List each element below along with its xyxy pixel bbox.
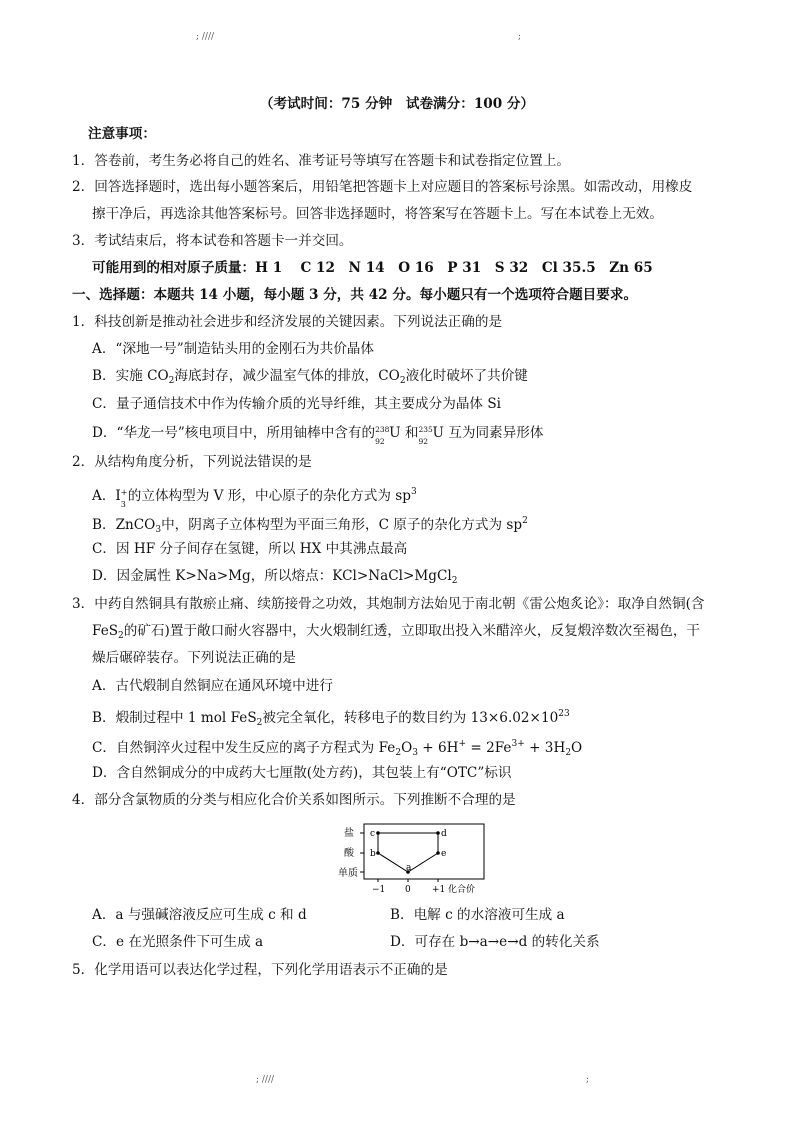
point-e bbox=[436, 851, 440, 855]
q4-stem: 4．部分含氯物质的分类与相应化合价关系如图所示。下列推断不合理的是 bbox=[72, 792, 516, 808]
label-b: b bbox=[370, 849, 376, 859]
notice-3: 3．考试结束后，将本试卷和答题卡一并交回。 bbox=[72, 233, 353, 249]
q3-c-text: C．自然铜淬火过程中发生反应的离子方程式为 bbox=[92, 740, 379, 756]
q2-a-text-1: A．I bbox=[92, 488, 121, 504]
q1-d-text-1: D．“华龙一号”核电项目中，所用铀棒中含有的 bbox=[92, 425, 376, 441]
q3-stem2-sub: 2 bbox=[118, 631, 124, 641]
xtick-minus1: −1 bbox=[372, 885, 386, 895]
q2-a-sup2: 3 bbox=[410, 487, 417, 497]
atomic-masses: 可能用到的相对原子质量：H 1 C 12 N 14 O 16 P 31 S 32 Cl 35.5 Zn 65 bbox=[92, 260, 653, 276]
label-e: e bbox=[441, 849, 447, 859]
q3-stem2-b: 的矿石)置于敞口耐火容器中，大火煅制红透，立即取出投入米醋淬火，反复煅淬数次至褐色，干 bbox=[123, 623, 701, 639]
point-c bbox=[376, 831, 380, 835]
xtick-plus1: +1 bbox=[432, 885, 446, 895]
q3-option-b bbox=[92, 704, 570, 733]
q1-stem: 1．科技创新是推动社会进步和经济发展的关键因素。下列说法正确的是 bbox=[72, 314, 503, 330]
nuclide-u235: 235 92 bbox=[418, 425, 433, 446]
q1-b-sub-2: 2 bbox=[399, 376, 406, 386]
label-c: c bbox=[370, 829, 376, 839]
q4-option-b: B．电解 c 的水溶液可生成 a bbox=[390, 907, 565, 923]
q3-option-a: A．古代煅制自然铜应在通风环境中进行 bbox=[92, 678, 333, 694]
label-d: d bbox=[441, 829, 447, 839]
exam-info: （考试时间：75 分钟 试卷满分：100 分） bbox=[259, 96, 535, 112]
xtick-zero: 0 bbox=[405, 885, 411, 895]
q2-d-text-1: D．因金属性 K>Na>Mg，所以熔点：KCl>NaCl>MgCl bbox=[92, 568, 452, 584]
q2-a-text-2: 的立体构型为 V 形，中心原子的杂化方式为 sp bbox=[127, 488, 411, 504]
q1-b-text-3: 液化时破坏了共价键 bbox=[405, 368, 528, 384]
notice-2: 2．回答选择题时，选出每小题答案后，用铅笔把答题卡上对应题目的答案标号涂黑。如需改动，用橡皮 bbox=[72, 179, 693, 195]
q1-b-text-2: 海底封存，减少温室气体的排放，CO bbox=[174, 368, 400, 384]
notice-title: 注意事项： bbox=[88, 126, 156, 142]
page-footer-right: ; bbox=[586, 1075, 590, 1085]
diagram-frame bbox=[364, 824, 484, 879]
page-footer-left: ; //// bbox=[256, 1075, 275, 1085]
q1-option-a: A．“深地一号”制造钻头用的金刚石为共价晶体 bbox=[92, 341, 374, 357]
q3-option-d: D．含自然铜成分的中成药大七厘散(处方药)，其包装上有“OTC”标识 bbox=[92, 765, 512, 781]
q2-b-text-2: 中，阴离子立体构型为平面三角形，C 原子的杂化方式为 sp bbox=[161, 517, 523, 533]
q3-b-sub: 2 bbox=[256, 718, 263, 728]
q3-b-text-1: B．煅制过程中 1 mol FeS bbox=[92, 710, 257, 726]
q3-c-equation: $Fe_2O_3 + 6H^+ = 2Fe^{3+} + 3H_2O$ bbox=[378, 739, 583, 758]
q1-option-b bbox=[92, 366, 528, 391]
q2-d-sub: 2 bbox=[451, 576, 458, 586]
q2-b-sup: 2 bbox=[522, 516, 528, 526]
q4-valence-diagram bbox=[330, 818, 490, 898]
q3-stem-1: 3．中药自然铜具有散瘀止痛、续筋接骨之功效，其炮制方法始见于南北朝《雷公炮炙论》：取净自然铜(含 bbox=[72, 596, 705, 612]
q3-stem-3: 燥后碾碎装存。下列说法正确的是 bbox=[92, 650, 296, 666]
q1-b-text-1: B．实施 CO bbox=[92, 368, 169, 384]
section-title: 一、选择题：本题共 14 小题，每小题 3 分，共 42 分。每小题只有一个选项符合题目要求。 bbox=[72, 287, 638, 303]
q1-d-text-2: 和 bbox=[404, 425, 419, 441]
q2-a-sub: 3 bbox=[120, 500, 126, 509]
q2-option-c: C．因 HF 分子间存在氢键，所以 HX 中其沸点最高 bbox=[92, 541, 408, 557]
q5-stem: 5．化学用语可以表达化学过程，下列化学用语表示不正确的是 bbox=[72, 962, 448, 978]
label-a: a bbox=[406, 863, 412, 873]
ylabel-acid: 酸 bbox=[344, 848, 354, 859]
q1-d-u1: U bbox=[389, 425, 401, 441]
q2-option-d bbox=[92, 566, 457, 591]
q1-b-sub-1: 2 bbox=[168, 376, 175, 386]
q2-option-a bbox=[92, 482, 417, 509]
q2-b-text-1: B．ZnCO bbox=[92, 517, 156, 533]
page-header-left: ; //// bbox=[196, 32, 215, 42]
notice-1: 1．答卷前，考生务必将自己的姓名、准考证号等填写在答题卡和试卷指定位置上。 bbox=[72, 153, 571, 169]
q4-option-d: D．可存在 b→a→e→d 的转化关系 bbox=[390, 934, 600, 950]
ylabel-salt: 盐 bbox=[344, 828, 354, 839]
q4-option-c: C．e 在光照条件下可生成 a bbox=[92, 934, 264, 950]
q3-option-c bbox=[92, 734, 582, 763]
q2-b-sub: 3 bbox=[155, 525, 162, 535]
q3-stem2-a: FeS bbox=[92, 623, 119, 639]
q2-stem: 2．从结构角度分析，下列说法错误的是 bbox=[72, 454, 312, 470]
page-header-right: ; bbox=[518, 32, 522, 42]
q1-option-c: C．量子通信技术中作为传输介质的光导纤维，其主要成分为晶体 Si bbox=[92, 396, 502, 412]
q1-d-text-3: 互为同素异形体 bbox=[448, 425, 544, 441]
q3-b-sup: 23 bbox=[558, 709, 570, 719]
point-b bbox=[376, 851, 380, 855]
notice-2-cont: 擦干净后，再选涂其他答案标号。回答非选择题时，将答案写在答题卡上。写在本试卷上无效。 bbox=[92, 206, 663, 222]
xlabel-valence: 化合价 bbox=[448, 885, 476, 895]
q3-b-text-2: 被完全氧化，转移电子的数目约为 13×6.02×10 bbox=[262, 710, 559, 726]
q2-a-sup: + bbox=[120, 488, 128, 497]
q1-d-u2: U bbox=[432, 425, 444, 441]
q4-option-a: A．a 与强碱溶液反应可生成 c 和 d bbox=[92, 907, 307, 923]
q3-stem-2 bbox=[92, 621, 700, 646]
q2-option-b bbox=[92, 511, 528, 540]
q1-option-d bbox=[92, 422, 544, 446]
ylabel-element: 单质 bbox=[338, 868, 358, 879]
nuclide-u238: 238 92 bbox=[375, 425, 390, 446]
point-d bbox=[436, 831, 440, 835]
